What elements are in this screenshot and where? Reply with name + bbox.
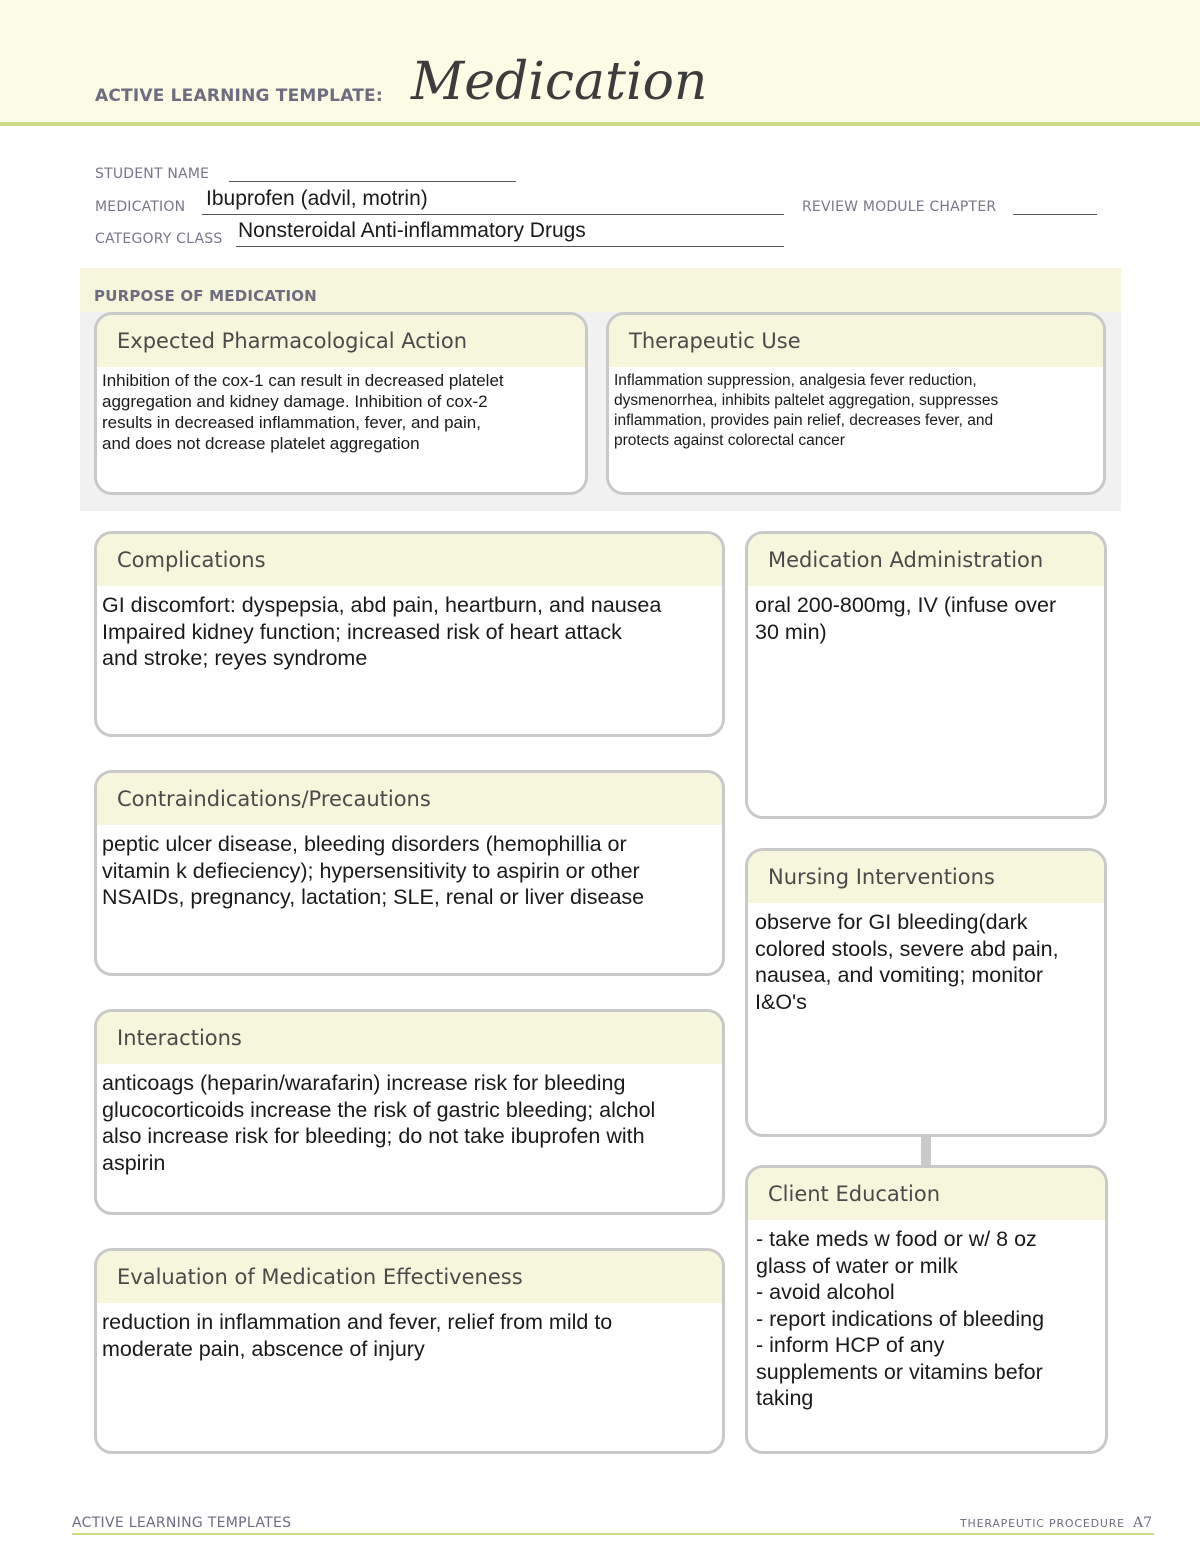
nursing-interventions-title: Nursing Interventions xyxy=(748,851,1104,903)
evaluation-card xyxy=(94,1248,725,1454)
client-education-title: Client Education xyxy=(748,1168,1105,1220)
evaluation-text[interactable]: reduction in inflammation and fever, relief from mild to moderate pain, abscence of injury xyxy=(102,1310,613,1361)
complications-title: Complications xyxy=(97,534,722,586)
nursing-interventions-card xyxy=(745,848,1107,1137)
expected-action-title: Expected Pharmacological Action xyxy=(97,315,585,367)
therapeutic-use-title: Therapeutic Use xyxy=(609,315,1103,367)
medication-administration-title: Medication Administration xyxy=(748,534,1104,586)
footer-left: ACTIVE LEARNING TEMPLATES xyxy=(72,1515,292,1531)
medication-administration-text[interactable]: oral 200-800mg, IV (infuse over 30 min) xyxy=(755,593,1057,644)
client-education-card xyxy=(745,1165,1108,1454)
medication-field[interactable]: Ibuprofen (advil, motrin) xyxy=(206,187,428,210)
therapeutic-use-text[interactable]: Inflammation suppression, analgesia fever reduction, dysmenorrhea, inhibits paltelet aggregation, suppresses inflammation, provides pain relief, decreases fever, and protects against colorectal cancer xyxy=(614,372,999,449)
header-rule xyxy=(0,122,1200,126)
page-title: Medication xyxy=(411,52,708,112)
expected-action-card xyxy=(94,312,588,495)
page-number: A7 xyxy=(1133,1515,1153,1531)
section-connector xyxy=(921,1135,931,1165)
therapeutic-use-card xyxy=(606,312,1106,495)
footer-right: THERAPEUTIC PROCEDURE xyxy=(960,1517,1125,1530)
client-education-text[interactable]: - take meds w food or w/ 8 oz glass of water or milk - avoid alcohol - report indications of bleeding - inform HCP of any supplements or vitamins befor taking xyxy=(756,1227,1045,1410)
contraindications-card xyxy=(94,770,725,976)
nursing-interventions-text[interactable]: observe for GI bleeding(dark colored stools, severe abd pain, nausea, and vomiting; monitor I&O's xyxy=(755,910,1059,1014)
contraindications-title: Contraindications/Precautions xyxy=(97,773,722,825)
interactions-card xyxy=(94,1009,725,1215)
interactions-text[interactable]: anticoags (heparin/warafarin) increase risk for bleeding glucocorticoids increase the risk of gastric bleeding; alchol also increase risk for bleeding; do not take ibuprofen with aspirin xyxy=(102,1071,656,1175)
medication-label: MEDICATION xyxy=(95,199,186,215)
evaluation-title: Evaluation of Medication Effectiveness xyxy=(97,1251,722,1303)
footer-rule xyxy=(72,1533,1154,1535)
category-class-label: CATEGORY CLASS xyxy=(95,231,223,247)
category-class-field[interactable]: Nonsteroidal Anti-inflammatory Drugs xyxy=(238,219,586,242)
student-name-line xyxy=(229,181,516,182)
medication-administration-card xyxy=(745,531,1107,819)
complications-card xyxy=(94,531,725,737)
student-name-label: STUDENT NAME xyxy=(95,166,210,182)
template-kicker: ACTIVE LEARNING TEMPLATE: xyxy=(95,86,383,106)
review-module-line xyxy=(1013,214,1097,215)
category-class-line xyxy=(236,246,784,247)
interactions-title: Interactions xyxy=(97,1012,722,1064)
review-module-label: REVIEW MODULE CHAPTER xyxy=(802,199,997,215)
complications-text[interactable]: GI discomfort: dyspepsia, abd pain, heartburn, and nausea Impaired kidney function; increased risk of heart attack and stroke; reyes syndrome xyxy=(102,593,662,670)
expected-action-text[interactable]: Inhibition of the cox-1 can result in decreased platelet aggregation and kidney damage. Inhibition of cox-2 results in decreased inflammation, fever, and pain, and does not dcrease platelet aggregation xyxy=(102,371,504,453)
medication-line xyxy=(202,214,784,215)
contraindications-text[interactable]: peptic ulcer disease, bleeding disorders (hemophillia or vitamin k defieciency); hypersensitivity to aspirin or other NSAIDs, pregnancy, lactation; SLE, renal or liver disease xyxy=(102,832,645,909)
purpose-label: PURPOSE OF MEDICATION xyxy=(94,287,317,305)
